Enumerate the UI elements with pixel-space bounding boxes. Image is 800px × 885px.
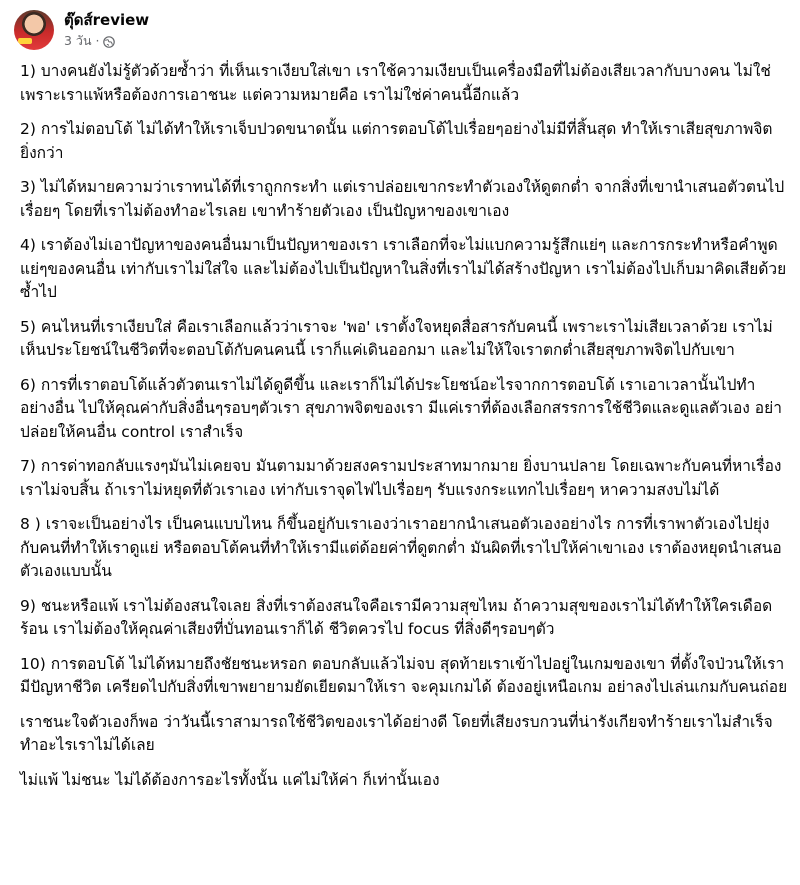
post-paragraph-4: 4) เราต้องไม่เอาปัญหาของคนอื่นมาเป็นปัญหาของเรา เราเลือกที่จะไม่แบกความรู้สึกแย่ๆ และการกระทำหรือคำพูดแย่ๆของคนอื่น เท่ากับเราไม่ใส่ใจ และไม่ต้องไปเป็นปัญหาในสิ่งที่เราไม่ได้สร้างปัญหา เราไม่ต้องไปเก็บมาคิดเสียด้วยซ้ำไป (20, 236, 787, 301)
post-paragraph-7: 7) การด่าทอกลับแรงๆมันไม่เคยจบ มันตามมาด้วยสงครามประสาทมากมาย ยิ่งบานปลาย โดยเฉพาะกับคนที่หาเรื่องเราไม่จบสิ้น ถ้าเราไม่หยุดที่ตัวเราเอง เท่ากับเราจุดไฟไปเรื่อยๆ รับแรงกระแทกไปเรื่อยๆ หาความสงบไม่ได้ (20, 457, 782, 499)
post-paragraph-10: 10) การตอบโต้ ไม่ได้หมายถึงชัยชนะหรอก ตอบกลับแล้วไม่จบ สุดท้ายเราเข้าไปอยู่ในเกมของเขา ที่ตั้งใจป่วนให้เรามีปัญหาชีวิต เครียดไปกับสิ่งที่เขาพยายามยัดเยียดมาให้เรา จะคุมเกมได้ ต้องอยู่เหนือเกม อย่าลงไปเล่นเกมกับคนถ่อย (20, 654, 788, 696)
post-paragraph-5: 5) คนไหนที่เราเงียบใส่ คือเราเลือกแล้วว่าเราจะ 'พอ' เราตั้งใจหยุดสื่อสารกับคนนี้ เพราะเราไม่เสียเวลาด้วย เราไม่เห็นประโยชน์ในชีวิตที่จะตอบโต้กับคนคนนี้ เราก็แค่เดินออกมา และไม่ให้ใจเราตกต่ำเสียสุขภาพจิตไปกับเขา (20, 317, 773, 359)
post-meta (64, 32, 149, 50)
post-header (14, 6, 786, 54)
globe-icon[interactable] (103, 35, 115, 47)
post-paragraph-6: 6) การที่เราตอบโต้แล้วตัวตนเราไม่ได้ดูดีขึ้น และเราก็ไม่ได้ประโยชน์อะไรจากการตอบโต้ เราเอาเวลานั้นไปทำอย่างอื่น ไปให้คุณค่ากับสิ่งอื่นๆรอบๆตัวเรา สุขภาพจิตของเรา มีแค่เราที่ต้องเลือกสรรการใช้ชีวิตและดูแลตัวเอง อย่าปล่อยให้คนอื่น control เราสำเร็จ (20, 375, 782, 441)
author-name[interactable]: ตุ๊ดส์review (64, 10, 150, 29)
post-paragraph-1: 1) บางคนยังไม่รู้ตัวด้วยซ้ำว่า ที่เห็นเราเงียบใส่เขา เราใช้ความเงียบเป็นเครื่องมือที่ไม่ต้องเสียเวลากับบางคน ไม่ใช่เพราะเราแพ้หรือต้องการเอาชนะ แต่ความหมายคือ เราไม่ใช่ค่าคนนี้อีกแล้ว (20, 62, 771, 104)
post-time[interactable]: 3 วัน (64, 32, 92, 48)
post-paragraph-closing: ไม่แพ้ ไม่ชนะ ไม่ได้ต้องการอะไรทั้งนั้น แค่ไม่ให้ค่า ก็เท่านั้นเอง (20, 770, 440, 789)
meta-separator: · (95, 32, 100, 48)
post-paragraph-9: 9) ชนะหรือแพ้ เราไม่ต้องสนใจเลย สิ่งที่เราต้องสนใจคือเรามีความสุขไหม ถ้าความสุขของเราไม่ได้ทำให้ใครเดือดร้อน เราไม่ต้องให้คุณค่าเสียงที่บั่นทอนเราก็ได้ ชีวิตควรไป focus ที่สิ่งดีๆรอบๆตัว (20, 596, 773, 638)
post-paragraph-8: 8 ) เราจะเป็นอย่างไร เป็นคนแบบไหน ก็ขึ้นอยู่กับเราเองว่าเราอยากนำเสนอตัวเองอย่างไร การที่เราพาตัวเองไปยุ่งกับคนที่ทำให้เราดูแย่ หรือตอบโต้คนที่ทำให้เรามีแต่ด้อยค่าที่ดูตกต่ำ มันผิดที่เราไปให้ค่าเขาเอง เราต้องหยุดนำเสนอตัวเองแบบนั้น (20, 515, 782, 580)
post-paragraph-2: 2) การไม่ตอบโต้ ไม่ได้ทำให้เราเจ็บปวดขนาดนั้น แต่การตอบโต้ไปเรื่อยๆอย่างไม่มีที่สิ้นสุด ทำให้เราเสียสุขภาพจิตยิ่งกว่า (20, 120, 773, 162)
post-paragraph-3: 3) ไม่ได้หมายความว่าเราทนได้ที่เราถูกกระทำ แต่เราปล่อยเขากระทำตัวเองให้ดูตกต่ำ จากสิ่งที่เขานำเสนอตัวตนไปเรื่อยๆ โดยที่เราไม่ต้องทำอะไรเลย เขาทำร้ายตัวเอง เป็นปัญหาของเขาเอง (20, 178, 785, 220)
post-paragraph-conclusion: เราชนะใจตัวเองก็พอ ว่าวันนี้เราสามารถใช้ชีวิตของเราได้อย่างดี โดยที่เสียงรบกวนที่น่ารังเกียจทำร้ายเราไม่สำเร็จ ทำอะไรเราไม่ได้เลย (20, 712, 773, 754)
post-header-text (64, 11, 149, 50)
post-body (20, 60, 788, 803)
avatar[interactable] (14, 10, 54, 50)
